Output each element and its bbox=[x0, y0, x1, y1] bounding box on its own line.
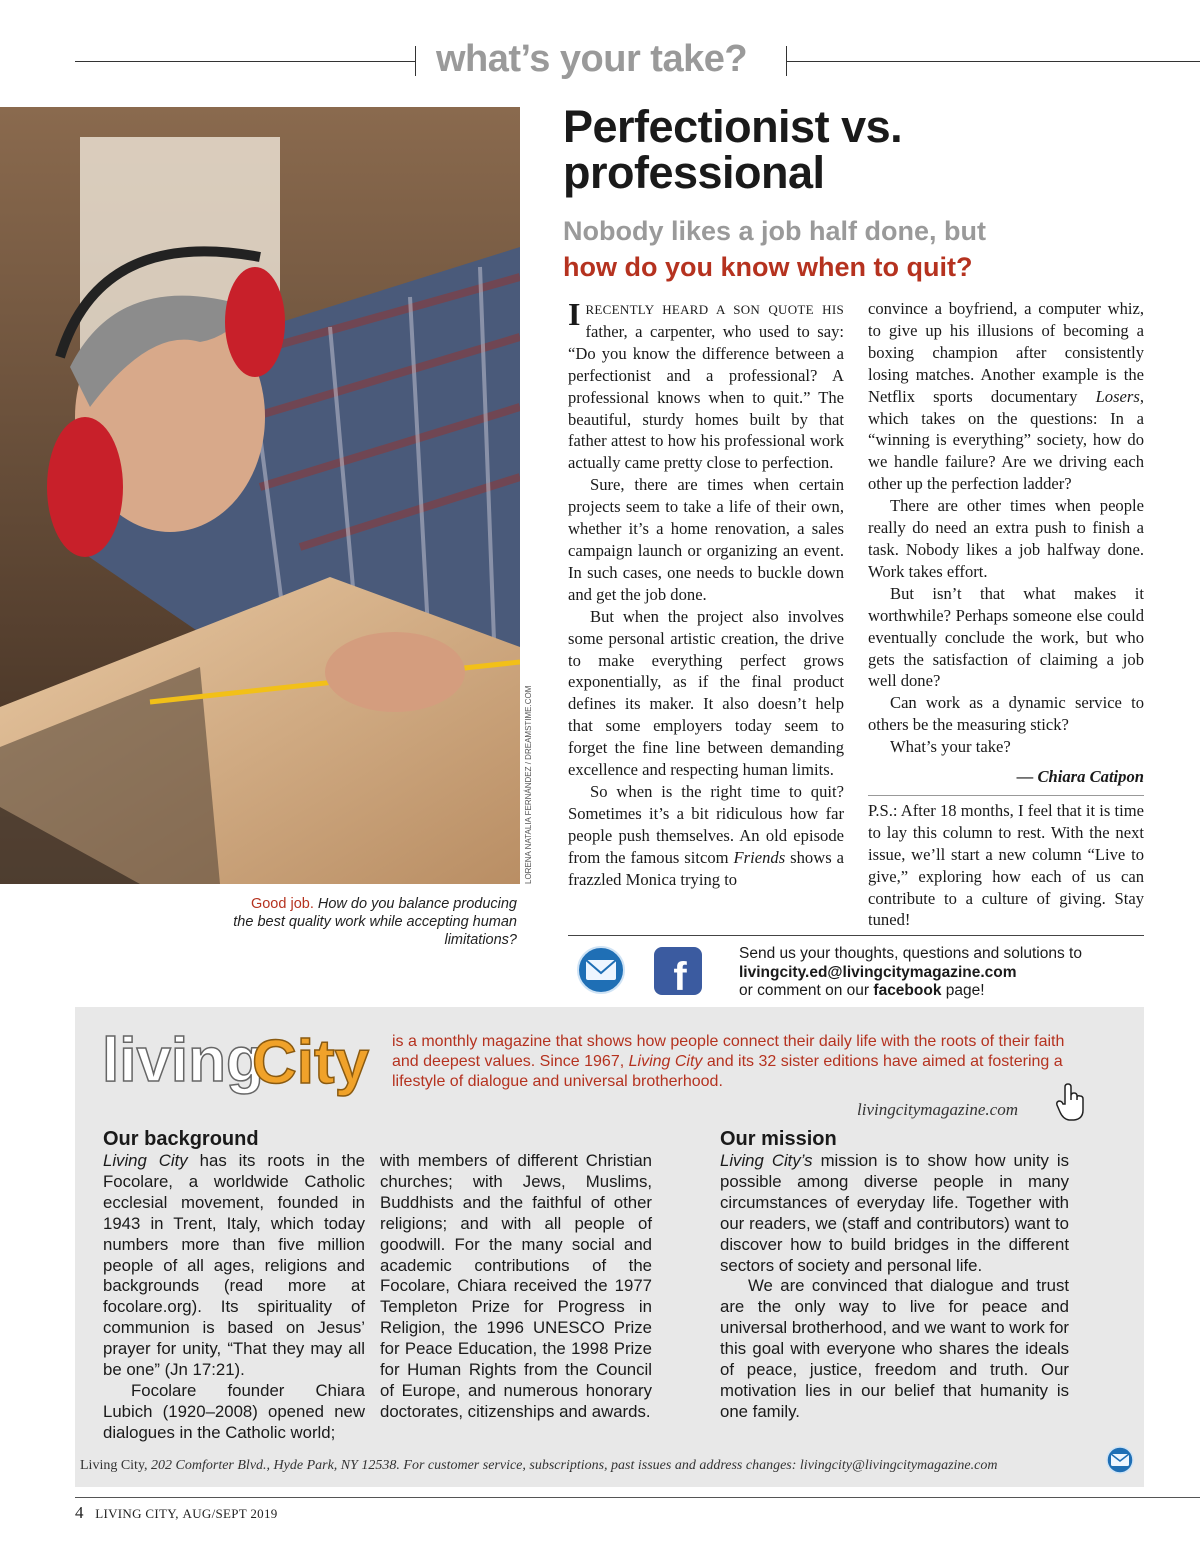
mailing-address bbox=[80, 1458, 1100, 1474]
photo-credit: LORENA NATALIA FERNÁNDEZ / DREAMSTIME.COM bbox=[524, 685, 533, 884]
article-end-rule bbox=[568, 935, 1144, 936]
article-subtitle-grey: Nobody likes a job half done, but bbox=[563, 216, 987, 246]
contact-email-link[interactable]: livingcity.ed@livingcitymagazine.com bbox=[739, 963, 1017, 981]
facebook-icon[interactable] bbox=[653, 946, 703, 996]
lead-smallcaps: RECENTLY HEARD A SON QUOTE HIS bbox=[585, 302, 844, 317]
logo-city-text: City bbox=[252, 1028, 370, 1097]
logo-living-text: living bbox=[102, 1026, 264, 1095]
drop-cap: I bbox=[568, 296, 581, 332]
contact-text: page! bbox=[945, 982, 985, 999]
living-city-logo bbox=[100, 1017, 380, 1097]
article-paragraph: Can work as a dynamic service to others be the measuring stick? bbox=[868, 693, 1144, 735]
mail-icon[interactable] bbox=[575, 946, 627, 994]
page-number: 4 bbox=[75, 1503, 84, 1522]
documentary-title: Losers bbox=[1095, 386, 1140, 406]
issue-date: AUG/SEPT 2019 bbox=[182, 1506, 278, 1521]
article-paragraph bbox=[868, 298, 1144, 495]
mail-icon[interactable] bbox=[1104, 1446, 1136, 1474]
blurb-text: and its 32 sister editions have aimed at fostering a lifestyle of dialogue and universal brotherhood. bbox=[392, 1053, 1063, 1090]
column-break-text: shows a frazzled Monica trying to bbox=[568, 847, 844, 889]
article-column-2 bbox=[868, 298, 1144, 931]
background-paragraph: Focolare founder Chiara Lubich (1920–2008) opened new dialogues in the Catholic world; bbox=[103, 1380, 365, 1442]
photo-caption bbox=[230, 895, 517, 949]
paragraph-text: convince a boyfriend, a computer whiz, to give up his illusions of becoming a boxing champion after consistently losing matches. Another example is the Netflix sports documentary bbox=[868, 299, 1144, 406]
background-column-2 bbox=[380, 1151, 652, 1423]
background-heading: Our background bbox=[103, 1128, 259, 1150]
paragraph-text: father, a carpenter, who used to say: “Do you know the difference between a perfectionist and a professional? A professional knows when to quit.” The beautiful, sturdy homes built by that father attest to how his professional work actually came pretty close to perfection. bbox=[568, 321, 844, 473]
blurb-magazine-name: Living City bbox=[628, 1053, 703, 1070]
header-tick-left bbox=[415, 46, 416, 76]
footer-rule bbox=[75, 1497, 1200, 1498]
article-paragraph: What’s your take? bbox=[890, 737, 1011, 757]
article-column-1 bbox=[568, 298, 844, 890]
article-paragraph: But isn’t that what makes it worthwhile? Perhaps someone else could eventually conclude the work, but who gets the satisfaction of claiming a job well done? bbox=[868, 583, 1144, 691]
mission-heading: Our mission bbox=[720, 1128, 837, 1150]
mission-paragraph bbox=[720, 1151, 1069, 1276]
blurb-text: is a monthly magazine that shows how people connect their daily life with the roots of their faith and deepest values. Since 1967, bbox=[392, 1033, 1065, 1070]
paragraph-text: mission is to show how unity is possible among diverse people in many circumstances of everyday life. Together with our readers, we (staff and contributors) want to discover how to build bridges in the different sectors of society and personal life. bbox=[720, 1151, 1070, 1275]
article-title: Perfectionist vs. professional bbox=[563, 101, 903, 198]
magazine-name: LIVING CITY, bbox=[95, 1506, 179, 1521]
website-link[interactable]: livingcitymagazine.com bbox=[857, 1100, 1018, 1119]
article-paragraph: There are other times when people really do need an extra push to finish a task. Nobody likes a job halfway done. Work takes effort. bbox=[868, 496, 1144, 581]
pointer-hand-icon bbox=[1055, 1082, 1087, 1122]
mission-magazine-name: Living City’s bbox=[720, 1151, 813, 1170]
carpenter-photo bbox=[0, 107, 520, 884]
mission-paragraph: We are convinced that dialogue and trust are the only way to live for peace and universal brotherhood, and we want to work for this goal with everyone who shares the ideals of peace, justice, freedom and truth. Our motivation lies in our belief that humanity is one family. bbox=[720, 1276, 1069, 1421]
article-paragraph: But when the project also involves some personal artistic creation, the drive to make everything perfect grows exponentially, as if the final product defines its maker. It also doesn’t help that some employers today seem to forget the fine line between demanding excellence and respecting human limits. bbox=[568, 606, 844, 780]
contact-info bbox=[739, 945, 1082, 1001]
caption-lead: Good job. bbox=[250, 896, 314, 912]
mission-column bbox=[720, 1127, 1069, 1423]
background-magazine-name: Living City bbox=[103, 1151, 188, 1170]
page-folio bbox=[75, 1503, 278, 1523]
contact-line: Send us your thoughts, questions and solutions to bbox=[739, 945, 1082, 962]
background-paragraph: with members of different Christian churches; with Jews, Muslims, Buddhists and the faithful of other religions; and with all people of goodwill. For the many social and academic contributions of the Focolare, Chiara received the 1977 Templeton Prize for Progress in Religion, the 1996 UNESCO Prize for Peace Education, the 1998 Prize for Human Rights from the Council of Europe, and numerous honorary doctorates, citizenships and awards. bbox=[380, 1151, 652, 1421]
article-subtitle-red: how do you know when to quit? bbox=[563, 252, 973, 282]
article-paragraph bbox=[568, 298, 844, 474]
contact-text: or comment on our bbox=[739, 982, 870, 999]
paragraph-text: , which takes on the questions: In a “winning is everything” society, how do we handle failure? Are we driving each other up the perfection ladder? bbox=[868, 386, 1144, 494]
address-details: 202 Comforter Blvd., Hyde Park, NY 12538. For customer service, subscriptions, past issues and address changes: livingcity@livingcitymagazine.com bbox=[151, 1458, 998, 1473]
section-title: what’s your take? bbox=[436, 38, 748, 80]
show-title: Friends bbox=[733, 847, 786, 867]
background-column-1 bbox=[103, 1127, 365, 1444]
caption-body: How do you balance producing the best quality work while accepting human limitations? bbox=[233, 896, 517, 948]
author-signature: — Chiara Catipon bbox=[1016, 767, 1144, 787]
postscript: P.S.: After 18 months, I feel that it is time to lay this column to rest. With the next issue, we’ll start a new column “Live to give,” exploring how each of us can contribute to a culture of giving. Stay tuned! bbox=[868, 800, 1144, 930]
background-paragraph bbox=[103, 1151, 365, 1381]
address-name: Living City, bbox=[80, 1458, 148, 1473]
signature-rule bbox=[868, 795, 1144, 796]
header-rule-left bbox=[75, 61, 415, 62]
paragraph-text: has its roots in the Focolare, a worldwide Catholic ecclesial movement, founded in 1943 in Trent, Italy, which today numbers more than five million people of all ages, religions and backgrounds (read more at focolare.org). Its spirituality of communion is based on Jesus’ prayer for unity, “That they may all be one” (Jn 17:21). bbox=[103, 1151, 365, 1380]
article-paragraph bbox=[568, 781, 844, 891]
article-paragraph: Sure, there are times when certain projects seem to take a life of their own, whether it’s a home renovation, a sales campaign launch or organizing an event. In such cases, one needs to buckle down and get the job done. bbox=[568, 475, 844, 604]
magazine-blurb bbox=[392, 1032, 1072, 1092]
paragraph-text: So when is the right time to quit? Sometimes it’s a bit ridiculous how far people push themselves. An old episode from the famous sitcom bbox=[568, 781, 844, 867]
facebook-link[interactable]: facebook bbox=[873, 982, 942, 999]
svg-text:f: f bbox=[673, 955, 687, 996]
header-rule-right bbox=[786, 61, 1200, 62]
